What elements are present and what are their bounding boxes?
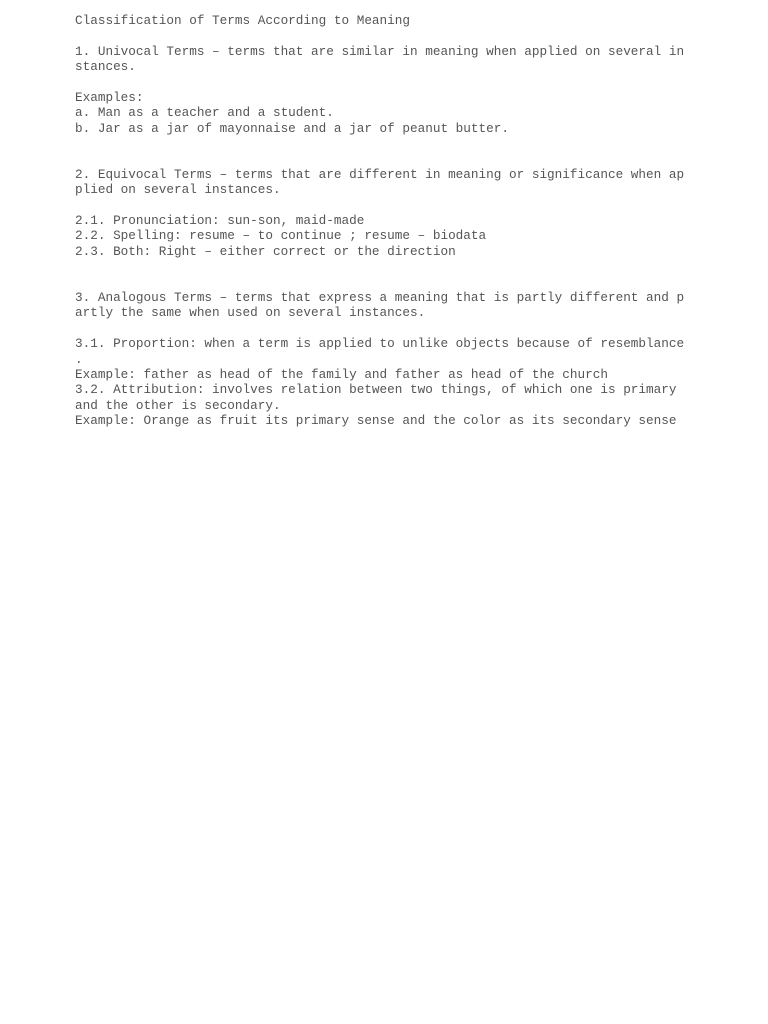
s2-item-both: 2.3. Both: Right – either correct or the direction [75,243,456,259]
s2-line1: 2. Equivocal Terms – terms that are different in meaning or significance when ap [75,166,685,182]
s3-proportion-line1: 3.1. Proportion: when a term is applied to unlike objects because of resemblance [75,336,685,352]
s3-proportion-example: Example: father as head of the family and father as head of the church [75,367,608,383]
document-page [75,13,695,429]
spacer [75,28,695,43]
s3-attribution-line1: 3.2. Attribution: involves relation between two things, of which one is primary [75,382,677,398]
s2-item-spelling: 2.2. Spelling: resume – to continue ; resume – biodata [75,228,487,244]
s1-line1: 1. Univocal Terms – terms that are similar in meaning when applied on several in [75,43,685,59]
spacer [75,259,695,290]
s1-examples-label: Examples: [75,89,144,105]
s3-attribution-example: Example: Orange as fruit its primary sense and the color as its secondary sense [75,413,677,429]
s3-proportion-line2: . [75,351,83,367]
s2-item-pronunciation: 2.1. Pronunciation: sun-son, maid-made [75,213,365,229]
s3-attribution-line2: and the other is secondary. [75,397,281,413]
s2-line2: plied on several instances. [75,182,281,198]
s1-line2: stances. [75,59,136,75]
spacer [75,321,695,336]
doc-title: Classification of Terms According to Meaning [75,13,411,28]
spacer [75,136,695,167]
s3-line2: artly the same when used on several instances. [75,305,426,321]
spacer [75,75,695,90]
s1-example-b: b. Jar as a jar of mayonnaise and a jar of peanut butter. [75,120,509,136]
s1-example-a: a. Man as a teacher and a student. [75,105,334,121]
s3-line1: 3. Analogous Terms – terms that express a meaning that is partly different and p [75,290,685,306]
spacer [75,198,695,213]
